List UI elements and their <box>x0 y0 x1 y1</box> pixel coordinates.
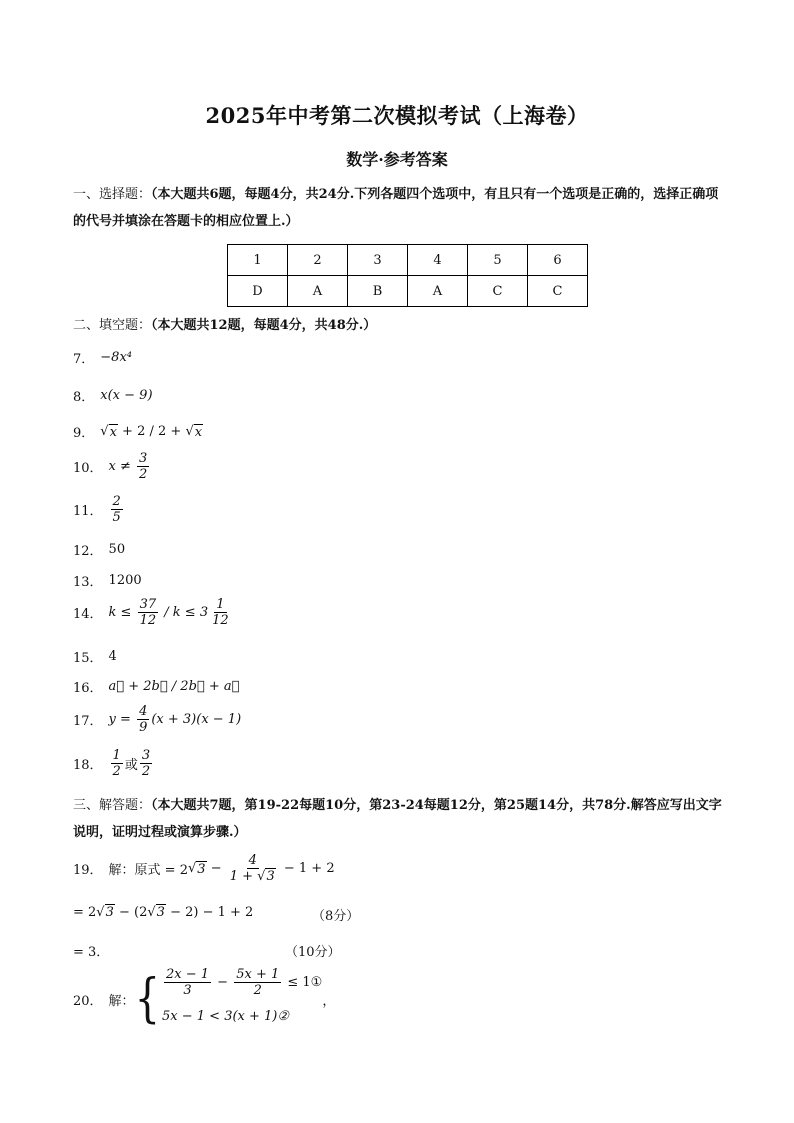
solution-19-line-2 <box>73 904 253 920</box>
answer-item-18 <box>73 748 154 779</box>
item-answer: 1200 <box>108 573 142 588</box>
table-cell: 3 <box>348 245 408 276</box>
table-cell: C <box>528 276 588 307</box>
item-answer: x(x − 9) <box>100 388 153 403</box>
table-cell: D <box>228 276 288 307</box>
solution-text: = 2 <box>73 904 97 920</box>
page-title: 2025年中考第二次模拟考试（上海卷） <box>205 103 589 128</box>
score-marker: （10分） <box>285 945 341 960</box>
fraction <box>111 494 123 525</box>
item-number: 9． <box>73 426 95 441</box>
score-marker: （8分） <box>312 909 360 924</box>
item-answer-mid: + 2 / 2 + <box>117 424 186 439</box>
item-number: 8． <box>73 390 95 405</box>
inequality-row-2 <box>162 1002 322 1030</box>
solution-text: − (2 <box>114 904 148 920</box>
numerator: 4 <box>248 853 257 868</box>
fraction <box>137 704 149 735</box>
item-answer: −8x⁴ <box>100 350 132 365</box>
denominator: 2 <box>139 467 148 482</box>
item-answer-prefix: y = <box>108 712 136 727</box>
item-number: 18． <box>73 758 103 773</box>
solution-text: − 1 + 2 <box>279 861 335 876</box>
numerator: 4 <box>139 704 148 719</box>
section-1-label: 一、选择题： <box>73 187 152 202</box>
fraction <box>137 451 149 482</box>
section-2-heading <box>73 312 723 339</box>
sqrt-symbol: √ <box>185 424 194 439</box>
answer-item-10 <box>73 451 151 482</box>
item-answer: 4 <box>108 649 117 664</box>
solution-text: 解： <box>108 993 135 1009</box>
table-cell: A <box>288 276 348 307</box>
denominator: 12 <box>212 613 229 628</box>
solution-19-line-3 <box>73 941 109 960</box>
denominator: 2 <box>253 982 262 998</box>
denominator: 1 + √3 <box>229 869 275 884</box>
radicand: 3 <box>156 905 165 920</box>
item-number: 17． <box>73 714 103 729</box>
item-number: 12． <box>73 544 103 559</box>
fraction <box>138 597 159 628</box>
section-3-instructions: （本大题共7题，第19-22每题10分，第23-24每题12分，第25题14分，共78分.解答应写出文字说明，证明过程或演算步骤.） <box>73 798 722 840</box>
brace-icon: { <box>134 969 161 1029</box>
item-answer: 50 <box>108 542 126 557</box>
item-number: 13． <box>73 575 103 590</box>
answer-item-11 <box>73 494 125 525</box>
answer-item-14 <box>73 597 233 628</box>
item-answer-mid: 或 <box>124 758 138 773</box>
inequality-system <box>162 968 322 1030</box>
numerator: 2x − 1 <box>166 966 210 982</box>
denominator: 5 <box>112 510 121 525</box>
solution-19-line-1 <box>73 853 335 884</box>
item-number: 14． <box>73 607 103 622</box>
item-number: 10． <box>73 461 103 476</box>
table-cell: 4 <box>408 245 468 276</box>
solution-text: 5x − 1 < 3(x + 1)② <box>162 1008 290 1024</box>
item-number: 19． <box>73 863 103 878</box>
fraction <box>164 967 211 998</box>
radicand: 3 <box>105 905 114 920</box>
section-1-instructions: （本大题共6题，每题4分，共24分.下列各题四个选项中，有且只有一个选项是正确的，选择正确项的代号并填涂在答题卡的相应位置上.） <box>73 187 719 229</box>
sqrt-symbol: √ <box>96 904 105 920</box>
section-3-label: 三、解答题： <box>73 798 152 813</box>
sqrt-symbol: √ <box>100 424 109 439</box>
solution-text: ， <box>322 993 336 1009</box>
answer-item-8 <box>73 386 153 405</box>
inequality-row-1 <box>162 968 322 996</box>
item-answer-prefix: x ≠ <box>108 459 136 474</box>
item-number: 15． <box>73 651 103 666</box>
radicand: x <box>194 424 203 440</box>
item-number: 16． <box>73 681 103 696</box>
solution-20-line-1 <box>73 968 335 1030</box>
solution-text: 解：原式 = 2 <box>108 863 188 878</box>
solution-text: − <box>206 861 226 876</box>
solution-text: ≤ 1① <box>283 974 323 990</box>
radicand: 3 <box>266 869 275 884</box>
radicand: x <box>109 424 117 440</box>
denominator: 2 <box>112 764 121 779</box>
answer-table-row-answers <box>228 276 588 307</box>
solution-text: = 3． <box>73 945 110 960</box>
numerator: 37 <box>139 597 157 612</box>
numerator: 3 <box>141 748 151 763</box>
fraction <box>228 853 278 884</box>
fraction <box>210 597 231 628</box>
item-number: 20． <box>73 993 103 1009</box>
item-number: 7． <box>73 352 95 367</box>
item-answer: a⃗ + 2b⃗ / 2b⃗ + a⃗ <box>108 679 240 694</box>
radicand: 3 <box>197 861 206 877</box>
numerator: 1 <box>216 597 225 612</box>
answer-item-9 <box>73 422 203 441</box>
section-3-heading <box>73 792 723 846</box>
item-answer-suffix: (x + 3)(x − 1) <box>151 712 242 727</box>
answer-item-13 <box>73 571 142 590</box>
numerator: 3 <box>139 451 148 466</box>
denominator: 9 <box>139 720 148 735</box>
table-cell: A <box>408 276 468 307</box>
section-2-label: 二、填空题： <box>73 318 152 333</box>
table-cell: 6 <box>528 245 588 276</box>
answer-item-12 <box>73 540 125 559</box>
item-answer-mid: / k ≤ 3 <box>160 605 209 620</box>
answer-table-row-numbers <box>228 245 588 276</box>
table-cell: 5 <box>468 245 528 276</box>
denominator-text: 1 + <box>229 869 258 884</box>
denominator: 2 <box>141 764 151 779</box>
denominator: 12 <box>139 613 157 628</box>
answer-table <box>227 244 588 307</box>
sqrt-symbol: √ <box>147 904 156 920</box>
sqrt-symbol: √ <box>187 861 197 876</box>
table-cell: 1 <box>228 245 288 276</box>
section-2-instructions: （本大题共12题，每题4分，共48分.） <box>151 318 377 333</box>
solution-text: − 2) − 1 + 2 <box>165 904 254 920</box>
answer-item-7 <box>73 348 132 367</box>
answer-item-15 <box>73 647 117 666</box>
answer-item-17 <box>73 704 241 735</box>
numerator: 1 <box>112 748 121 763</box>
item-answer-prefix: k ≤ <box>108 605 136 620</box>
numerator: 5x + 1 <box>236 966 280 982</box>
section-1-heading <box>73 181 723 235</box>
table-cell: C <box>468 276 528 307</box>
fraction <box>234 967 281 998</box>
table-cell: 2 <box>288 245 348 276</box>
item-number: 11． <box>73 504 103 519</box>
table-cell: B <box>348 276 408 307</box>
page-subtitle: 数学·参考答案 <box>346 150 448 169</box>
fraction <box>140 748 152 779</box>
solution-text: − <box>213 974 233 990</box>
denominator: 3 <box>183 982 192 998</box>
numerator: 2 <box>112 494 121 509</box>
answer-item-16 <box>73 677 239 696</box>
fraction <box>111 748 123 779</box>
